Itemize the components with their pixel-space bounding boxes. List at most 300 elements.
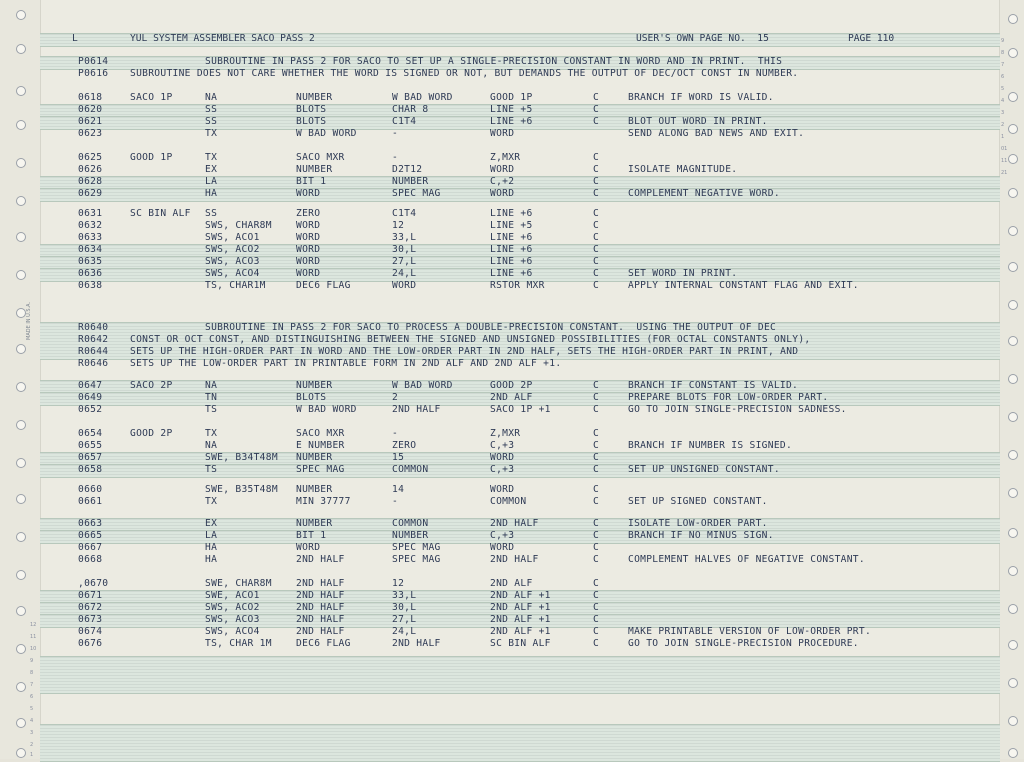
card-code: C: [593, 380, 600, 391]
address-field: SACO MXR: [296, 152, 345, 163]
card-code: C: [593, 232, 600, 243]
line-number: 0665: [78, 530, 103, 541]
remarks-field: COMPLEMENT NEGATIVE WORD.: [628, 188, 780, 199]
operand3-field: LINE +6: [490, 256, 533, 267]
left-margin-number: 10: [30, 646, 37, 652]
address-field: WORD: [296, 220, 321, 231]
tractor-hole-right: [1008, 488, 1018, 498]
right-margin-number: 21: [1001, 170, 1008, 176]
tractor-hole-left: [16, 682, 26, 692]
remarks-field: PREPARE BLOTS FOR LOW-ORDER PART.: [628, 392, 829, 403]
listing-row: [0, 220, 1000, 232]
address-field: WORD: [296, 244, 321, 255]
listing-row: [0, 346, 1000, 358]
card-code: C: [593, 602, 600, 613]
card-code: C: [593, 208, 600, 219]
made-in-label: MADE IN U.S.A.: [26, 301, 32, 340]
remarks-field: GO TO JOIN SINGLE-PRECISION PROCEDURE.: [628, 638, 859, 649]
line-number: 0621: [78, 116, 103, 127]
tractor-hole-right: [1008, 748, 1018, 758]
tractor-hole-right: [1008, 336, 1018, 346]
tractor-hole-right: [1008, 678, 1018, 688]
remarks-field: SET UP SIGNED CONSTANT.: [628, 496, 768, 507]
tractor-hole-right: [1008, 48, 1018, 58]
line-number: 0671: [78, 590, 103, 601]
listing-row: [0, 244, 1000, 256]
line-number: 0672: [78, 602, 103, 613]
operand3-field: WORD: [490, 484, 515, 495]
remarks-field: COMPLEMENT HALVES OF NEGATIVE CONSTANT.: [628, 554, 865, 565]
operand2-field: NUMBER: [392, 530, 429, 541]
operand3-field: LINE +6: [490, 232, 533, 243]
remarks-field: ISOLATE LOW-ORDER PART.: [628, 518, 768, 529]
operand3-field: 2ND HALF: [490, 518, 539, 529]
tractor-hole-right: [1008, 412, 1018, 422]
listing-row: [0, 176, 1000, 188]
opcode-field: HA: [205, 188, 218, 199]
card-code: C: [593, 104, 600, 115]
line-number: 0625: [78, 152, 103, 163]
remarks-field: BRANCH IF WORD IS VALID.: [628, 92, 774, 103]
line-number: 0668: [78, 554, 103, 565]
listing-row: [0, 56, 1000, 68]
comment-text: SUBROUTINE IN PASS 2 FOR SACO TO PROCESS A DOUBLE-PRECISION CONSTANT. USING THE OUTPUT OF DEC: [205, 322, 777, 333]
line-number: 0635: [78, 256, 103, 267]
operand3-field: 2ND ALF +1: [490, 602, 551, 613]
card-code: C: [593, 452, 600, 463]
operand2-field: 12: [392, 220, 405, 231]
listing-row: [0, 104, 1000, 116]
card-code: C: [593, 116, 600, 127]
address-field: WORD: [296, 268, 321, 279]
card-code: C: [593, 152, 600, 163]
line-number: P0614: [78, 56, 109, 67]
address-field: 2ND HALF: [296, 590, 345, 601]
address-field: NUMBER: [296, 484, 333, 495]
operand3-field: 2ND ALF: [490, 578, 533, 589]
opcode-field: TX: [205, 496, 218, 507]
line-number: 0654: [78, 428, 103, 439]
remarks-field: SET UP UNSIGNED CONSTANT.: [628, 464, 780, 475]
opcode-field: SWS, CHAR8M: [205, 220, 272, 231]
opcode-field: SWS, ACO4: [205, 268, 260, 279]
tractor-hole-right: [1008, 124, 1018, 134]
card-code: C: [593, 280, 600, 291]
comment-text: SUBROUTINE DOES NOT CARE WHETHER THE WORD IS SIGNED OR NOT, BUT DEMANDS THE OUTPUT OF DEC/OCT CONST IN NUMBER.: [130, 68, 799, 79]
comment-text: SUBROUTINE IN PASS 2 FOR SACO TO SET UP A SINGLE-PRECISION CONSTANT IN WORD AND IN PRINT. THIS: [205, 56, 783, 67]
address-field: NUMBER: [296, 518, 333, 529]
remarks-field: BRANCH IF NUMBER IS SIGNED.: [628, 440, 793, 451]
line-number: 0649: [78, 392, 103, 403]
operand2-field: SPEC MAG: [392, 542, 441, 553]
line-number: 0655: [78, 440, 103, 451]
address-field: BIT 1: [296, 530, 327, 541]
remarks-field: ISOLATE MAGNITUDE.: [628, 164, 738, 175]
remarks-field: BRANCH IF NO MINUS SIGN.: [628, 530, 774, 541]
address-field: NUMBER: [296, 380, 333, 391]
line-number: 0618: [78, 92, 103, 103]
card-code: C: [593, 542, 600, 553]
left-margin-number: 7: [30, 682, 34, 688]
operand2-field: 2: [392, 392, 399, 403]
opcode-field: TN: [205, 392, 218, 403]
opcode-field: TS: [205, 404, 218, 415]
opcode-field: HA: [205, 542, 218, 553]
address-field: SPEC MAG: [296, 464, 345, 475]
listing-row: [0, 280, 1000, 292]
address-field: DEC6 FLAG: [296, 638, 351, 649]
operand2-field: CHAR 8: [392, 104, 429, 115]
operand2-field: W BAD WORD: [392, 92, 453, 103]
listing-row: [0, 322, 1000, 334]
operand3-field: LINE +6: [490, 268, 533, 279]
listing-row: [0, 380, 1000, 392]
greenbar-band: [40, 724, 1000, 762]
left-margin-number: 12: [30, 622, 37, 628]
operand3-field: SACO 1P +1: [490, 404, 551, 415]
line-number: 0633: [78, 232, 103, 243]
listing-row: [0, 638, 1000, 650]
card-code: C: [593, 440, 600, 451]
operand3-field: 2ND ALF +1: [490, 614, 551, 625]
operand3-field: WORD: [490, 164, 515, 175]
address-field: 2ND HALF: [296, 554, 345, 565]
address-field: NUMBER: [296, 452, 333, 463]
operand3-field: 2ND ALF +1: [490, 626, 551, 637]
tractor-hole-right: [1008, 92, 1018, 102]
opcode-field: NA: [205, 92, 218, 103]
operand2-field: 33,L: [392, 232, 417, 243]
tractor-hole-right: [1008, 566, 1018, 576]
remarks-field: BLOT OUT WORD IN PRINT.: [628, 116, 768, 127]
listing-row: [0, 614, 1000, 626]
line-number: 0626: [78, 164, 103, 175]
operand2-field: 33,L: [392, 590, 417, 601]
opcode-field: SS: [205, 104, 218, 115]
card-code: C: [593, 92, 600, 103]
address-field: BLOTS: [296, 104, 327, 115]
address-field: MIN 37777: [296, 496, 351, 507]
tractor-hole-right: [1008, 154, 1018, 164]
opcode-field: SWE, B35T48M: [205, 484, 278, 495]
tractor-hole-right: [1008, 450, 1018, 460]
tractor-hole-right: [1008, 188, 1018, 198]
right-margin-number: 5: [1001, 86, 1005, 92]
header-users-page: USER'S OWN PAGE NO. 15: [636, 33, 769, 44]
line-number: 0632: [78, 220, 103, 231]
card-code: C: [593, 164, 600, 175]
operand3-field: GOOD 1P: [490, 92, 533, 103]
line-number: ,0670: [78, 578, 109, 589]
card-code: C: [593, 464, 600, 475]
line-number: 0663: [78, 518, 103, 529]
listing-row: [0, 440, 1000, 452]
tractor-hole-left: [16, 44, 26, 54]
listing-row: [0, 392, 1000, 404]
card-code: C: [593, 188, 600, 199]
operand3-field: WORD: [490, 188, 515, 199]
address-field: WORD: [296, 542, 321, 553]
operand2-field: -: [392, 152, 399, 163]
tractor-hole-left: [16, 718, 26, 728]
listing-row: [0, 68, 1000, 80]
listing-row: [0, 590, 1000, 602]
operand3-field: WORD: [490, 542, 515, 553]
address-field: 2ND HALF: [296, 626, 345, 637]
opcode-field: LA: [205, 176, 218, 187]
operand3-field: C,+3: [490, 440, 515, 451]
location-field: SACO 1P: [130, 92, 173, 103]
tractor-hole-left: [16, 10, 26, 20]
listing-row: [0, 256, 1000, 268]
operand2-field: 27,L: [392, 614, 417, 625]
operand2-field: 15: [392, 452, 405, 463]
line-number: 0636: [78, 268, 103, 279]
listing-row: [0, 428, 1000, 440]
address-field: WORD: [296, 256, 321, 267]
operand2-field: 30,L: [392, 244, 417, 255]
line-number: 0673: [78, 614, 103, 625]
right-margin-number: 4: [1001, 98, 1005, 104]
tractor-hole-right: [1008, 640, 1018, 650]
opcode-field: NA: [205, 440, 218, 451]
operand3-field: C,+3: [490, 464, 515, 475]
opcode-field: TX: [205, 428, 218, 439]
operand2-field: WORD: [392, 280, 417, 291]
header-marker: L: [72, 33, 78, 44]
line-number: R0642: [78, 334, 109, 345]
opcode-field: SWS, ACO3: [205, 614, 260, 625]
operand3-field: C,+3: [490, 530, 515, 541]
line-number: 0634: [78, 244, 103, 255]
operand3-field: WORD: [490, 452, 515, 463]
opcode-field: SWE, B34T48M: [205, 452, 278, 463]
opcode-field: NA: [205, 380, 218, 391]
operand3-field: LINE +5: [490, 220, 533, 231]
tractor-hole-right: [1008, 226, 1018, 236]
left-margin-number: 8: [30, 670, 34, 676]
operand3-field: 2ND ALF: [490, 392, 533, 403]
location-field: GOOD 1P: [130, 152, 173, 163]
listing-row: [0, 92, 1000, 104]
address-field: WORD: [296, 232, 321, 243]
line-number: 0657: [78, 452, 103, 463]
operand2-field: SPEC MAG: [392, 188, 441, 199]
listing-row: [0, 152, 1000, 164]
header-page-number: PAGE 110: [848, 33, 895, 44]
remarks-field: BRANCH IF CONSTANT IS VALID.: [628, 380, 799, 391]
card-code: C: [593, 626, 600, 637]
operand2-field: -: [392, 496, 399, 507]
location-field: GOOD 2P: [130, 428, 173, 439]
operand3-field: C,+2: [490, 176, 515, 187]
opcode-field: TS, CHAR1M: [205, 280, 266, 291]
line-number: 0620: [78, 104, 103, 115]
line-number: 0658: [78, 464, 103, 475]
opcode-field: TX: [205, 152, 218, 163]
operand3-field: 2ND HALF: [490, 554, 539, 565]
opcode-field: EX: [205, 518, 218, 529]
address-field: NUMBER: [296, 164, 333, 175]
opcode-field: SS: [205, 116, 218, 127]
right-margin-number: 1: [1001, 134, 1005, 140]
address-field: BLOTS: [296, 116, 327, 127]
left-margin-number: 3: [30, 730, 34, 736]
remarks-field: APPLY INTERNAL CONSTANT FLAG AND EXIT.: [628, 280, 859, 291]
card-code: C: [593, 530, 600, 541]
tractor-hole-right: [1008, 374, 1018, 384]
operand3-field: Z,MXR: [490, 428, 521, 439]
opcode-field: HA: [205, 554, 218, 565]
right-margin-number: 01: [1001, 146, 1008, 152]
listing-row: [0, 530, 1000, 542]
left-margin-number: 5: [30, 706, 34, 712]
location-field: SC BIN ALF: [130, 208, 191, 219]
operand3-field: LINE +6: [490, 116, 533, 127]
listing-row: [0, 452, 1000, 464]
right-margin-number: 6: [1001, 74, 1005, 80]
operand2-field: NUMBER: [392, 176, 429, 187]
address-field: NUMBER: [296, 92, 333, 103]
operand2-field: ZERO: [392, 440, 417, 451]
opcode-field: TX: [205, 128, 218, 139]
listing-row: [0, 116, 1000, 128]
operand2-field: COMMON: [392, 518, 429, 529]
card-code: C: [593, 176, 600, 187]
operand3-field: LINE +6: [490, 208, 533, 219]
remarks-field: SET WORD IN PRINT.: [628, 268, 738, 279]
operand2-field: 24,L: [392, 268, 417, 279]
opcode-field: SWE, CHAR8M: [205, 578, 272, 589]
opcode-field: SWS, ACO4: [205, 626, 260, 637]
operand2-field: C1T4: [392, 116, 417, 127]
address-field: SACO MXR: [296, 428, 345, 439]
opcode-field: SWS, ACO1: [205, 232, 260, 243]
operand3-field: LINE +5: [490, 104, 533, 115]
line-number: 0647: [78, 380, 103, 391]
operand2-field: 2ND HALF: [392, 638, 441, 649]
operand3-field: RSTOR MXR: [490, 280, 545, 291]
tractor-hole-right: [1008, 300, 1018, 310]
address-field: WORD: [296, 188, 321, 199]
right-margin-number: 2: [1001, 122, 1005, 128]
operand3-field: Z,MXR: [490, 152, 521, 163]
right-margin-number: 11: [1001, 158, 1008, 164]
right-margin-number: 8: [1001, 50, 1005, 56]
operand3-field: SC BIN ALF: [490, 638, 551, 649]
address-field: DEC6 FLAG: [296, 280, 351, 291]
listing-row: [0, 334, 1000, 346]
listing-row: [0, 518, 1000, 530]
left-margin-number: 11: [30, 634, 37, 640]
card-code: C: [593, 590, 600, 601]
comment-text: CONST OR OCT CONST, AND DISTINGUISHING BETWEEN THE SIGNED AND UNSIGNED POSSIBILITIES (FOR OCTAL CONSTANTS ONLY),: [130, 334, 811, 345]
listing-row: [0, 358, 1000, 370]
operand2-field: 24,L: [392, 626, 417, 637]
card-code: C: [593, 496, 600, 507]
operand2-field: W BAD WORD: [392, 380, 453, 391]
operand3-field: COMMON: [490, 496, 527, 507]
address-field: 2ND HALF: [296, 578, 345, 589]
operand2-field: 27,L: [392, 256, 417, 267]
opcode-field: EX: [205, 164, 218, 175]
line-number: 0638: [78, 280, 103, 291]
listing-row: [0, 188, 1000, 200]
listing-row: [0, 208, 1000, 220]
line-number: 0674: [78, 626, 103, 637]
operand3-field: WORD: [490, 128, 515, 139]
operand2-field: C1T4: [392, 208, 417, 219]
opcode-field: LA: [205, 530, 218, 541]
line-number: 0629: [78, 188, 103, 199]
address-field: 2ND HALF: [296, 614, 345, 625]
address-field: 2ND HALF: [296, 602, 345, 613]
remarks-field: MAKE PRINTABLE VERSION OF LOW-ORDER PRT.: [628, 626, 872, 637]
left-margin-number: 2: [30, 742, 34, 748]
card-code: C: [593, 428, 600, 439]
left-margin-number: 1: [30, 752, 34, 758]
card-code: C: [593, 220, 600, 231]
card-code: C: [593, 244, 600, 255]
tractor-hole-right: [1008, 716, 1018, 726]
header-title: YUL SYSTEM ASSEMBLER SACO PASS 2: [130, 33, 315, 44]
left-margin-number: 6: [30, 694, 34, 700]
tractor-hole-left: [16, 748, 26, 758]
opcode-field: TS: [205, 464, 218, 475]
card-code: C: [593, 404, 600, 415]
listing-row: [0, 404, 1000, 416]
remarks-field: SEND ALONG BAD NEWS AND EXIT.: [628, 128, 805, 139]
listing-row: [0, 542, 1000, 554]
location-field: SACO 2P: [130, 380, 173, 391]
listing-row: [0, 578, 1000, 590]
card-code: C: [593, 256, 600, 267]
listing-row: [0, 554, 1000, 566]
address-field: ZERO: [296, 208, 321, 219]
operand3-field: LINE +6: [490, 244, 533, 255]
opcode-field: TS, CHAR 1M: [205, 638, 272, 649]
operand2-field: 2ND HALF: [392, 404, 441, 415]
line-number: 0661: [78, 496, 103, 507]
tractor-hole-right: [1008, 262, 1018, 272]
address-field: BLOTS: [296, 392, 327, 403]
card-code: C: [593, 484, 600, 495]
remarks-field: GO TO JOIN SINGLE-PRECISION SADNESS.: [628, 404, 847, 415]
listing-row: [0, 268, 1000, 280]
line-number: 0623: [78, 128, 103, 139]
line-number: 0676: [78, 638, 103, 649]
card-code: C: [593, 578, 600, 589]
address-field: W BAD WORD: [296, 128, 357, 139]
opcode-field: SS: [205, 208, 218, 219]
right-margin-number: 9: [1001, 38, 1005, 44]
opcode-field: SWS, ACO2: [205, 602, 260, 613]
right-margin-number: 3: [1001, 110, 1005, 116]
right-margin-number: 7: [1001, 62, 1005, 68]
opcode-field: SWE, ACO1: [205, 590, 260, 601]
address-field: W BAD WORD: [296, 404, 357, 415]
operand2-field: D2T12: [392, 164, 423, 175]
left-margin-number: 9: [30, 658, 34, 664]
line-number: 0667: [78, 542, 103, 553]
comment-text: SETS UP THE HIGH-ORDER PART IN WORD AND THE LOW-ORDER PART IN 2ND HALF, SETS THE HIGH-ORDER PART IN PRINT, AND: [130, 346, 799, 357]
tractor-hole-right: [1008, 528, 1018, 538]
card-code: C: [593, 638, 600, 649]
address-field: E NUMBER: [296, 440, 345, 451]
card-code: C: [593, 614, 600, 625]
listing-row: [0, 164, 1000, 176]
listing-row: [0, 602, 1000, 614]
